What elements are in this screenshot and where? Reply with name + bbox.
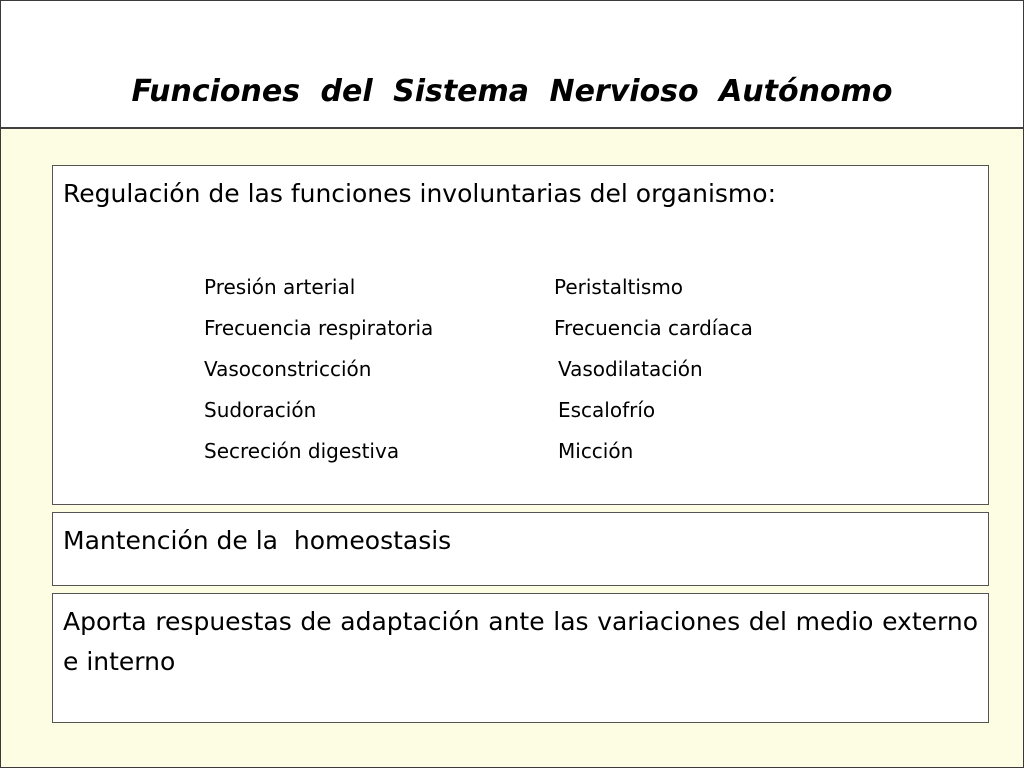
left-item-presion-arterial: Presión arterial [204, 275, 356, 299]
left-item-secrecion-digestiva: Secreción digestiva [204, 439, 400, 463]
regulation-heading: Regulación de las funciones involuntarias del organismo: [63, 179, 777, 208]
homeostasis-box [52, 512, 989, 586]
regulation-box [52, 165, 989, 505]
right-item-vasodilatacion: Vasodilatación [558, 357, 703, 381]
adaptation-box [52, 593, 989, 723]
adaptation-text: Aporta respuestas de adaptación ante las variaciones del medio externo e interno [63, 607, 978, 676]
right-item-miccion: Micción [558, 439, 634, 463]
right-item-peristaltismo: Peristaltismo [554, 275, 684, 299]
left-item-sudoracion: Sudoración [204, 398, 317, 422]
right-item-escalofrio: Escalofrío [558, 398, 656, 422]
right-item-frecuencia-cardiaca: Frecuencia cardíaca [554, 316, 753, 340]
slide-title: Funciones del Sistema Nervioso Autónomo [131, 74, 893, 109]
left-item-vasoconstriccion: Vasoconstricción [204, 357, 372, 381]
left-item-frecuencia-respiratoria: Frecuencia respiratoria [204, 316, 434, 340]
homeostasis-text: Mantención de la homeostasis [63, 526, 452, 555]
